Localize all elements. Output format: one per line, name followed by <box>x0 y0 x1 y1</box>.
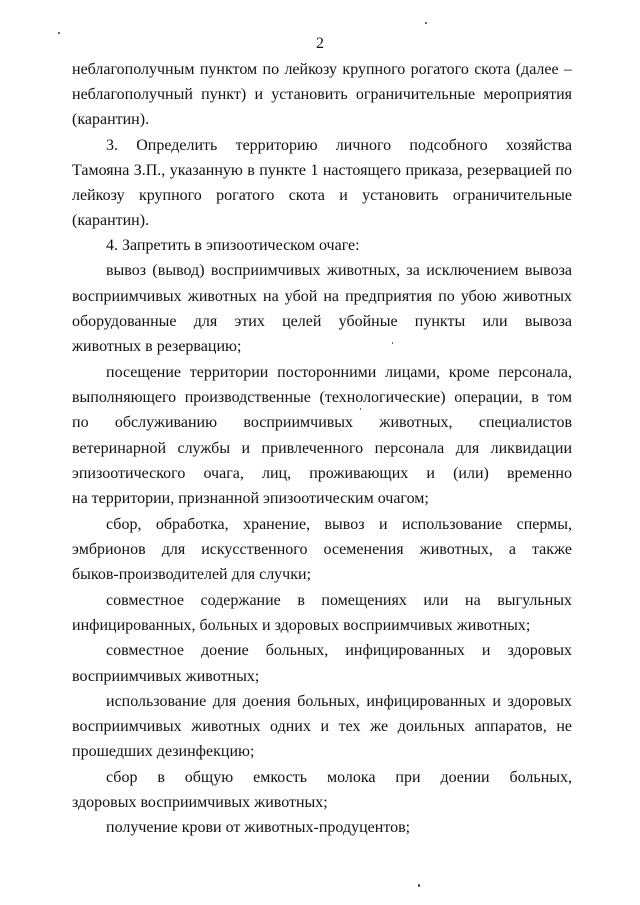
list-item: получение крови от животных-продуцентов; <box>106 819 411 836</box>
list-item: сбор в общую емкость молока при доении больных, <box>106 769 572 786</box>
text-line: восприимчивых животных одних и тех же доильных аппаратов, не <box>72 718 572 735</box>
list-item: посещение территории посторонними лицами, кроме персонала, <box>106 364 572 381</box>
text-line: неблагополучный пункт) и установить ограничительные мероприятия <box>72 86 572 103</box>
text-line: Тамояна З.П., указанную в пункте 1 настоящего приказа, резервацией по <box>72 162 572 179</box>
text-line: на территории, признанной эпизоотическим очагом; <box>72 490 429 507</box>
scan-speck <box>392 342 393 344</box>
list-item: совместное содержание в помещениях или на выгульных <box>106 592 572 609</box>
text-line: животных в резервацию; <box>72 338 242 355</box>
text-line: здоровых восприимчивых животных; <box>72 794 328 811</box>
scan-speck <box>418 884 420 887</box>
text-line: (карантин). <box>72 212 150 229</box>
list-item: сбор, обработка, хранение, вывоз и использование спермы, <box>106 516 572 533</box>
text-line: ветеринарной службы и привлеченного персонала для ликвидации <box>72 440 572 457</box>
list-item: вывоз (вывод) восприимчивых животных, за исключением вывоза <box>106 262 572 279</box>
text-line: эмбрионов для искусственного осеменения животных, а также <box>72 541 572 558</box>
text-line: восприимчивых животных на убой на предприятия по убою животных <box>72 288 572 305</box>
text-line: прошедших дезинфекцию; <box>72 743 255 760</box>
text-line: неблагополучным пунктом по лейкозу крупного рогатого скота (далее – <box>72 61 572 78</box>
text-line: оборудованные для этих целей убойные пункты или вывоза <box>72 313 572 330</box>
paragraph-item-3: 3. Определить территорию личного подсобного хозяйства <box>106 137 572 154</box>
list-item: использование для доения больных, инфицированных и здоровых <box>106 693 572 710</box>
page-number: 2 <box>316 35 324 52</box>
text-line: (карантин). <box>72 111 150 128</box>
scan-speck <box>58 32 60 34</box>
text-line: эпизоотического очага, лиц, проживающих и (или) временно <box>72 465 572 482</box>
text-line: восприимчивых животных; <box>72 668 260 685</box>
text-line: лейкозу крупного рогатого скота и установить ограничительные <box>72 187 572 204</box>
text-line: по обслуживанию восприимчивых животных, специалистов <box>72 414 572 431</box>
scan-speck <box>360 408 361 410</box>
paragraph-item-4: 4. Запретить в эпизоотическом очаге: <box>106 237 360 254</box>
text-line: быков-производителей для случки; <box>72 566 312 583</box>
list-item: совместное доение больных, инфицированных и здоровых <box>106 642 572 659</box>
scan-speck <box>425 22 427 24</box>
text-line: инфицированных, больных и здоровых восприимчивых животных; <box>72 617 531 634</box>
text-line: выполняющего производственные (технологические) операции, в том <box>72 389 572 406</box>
